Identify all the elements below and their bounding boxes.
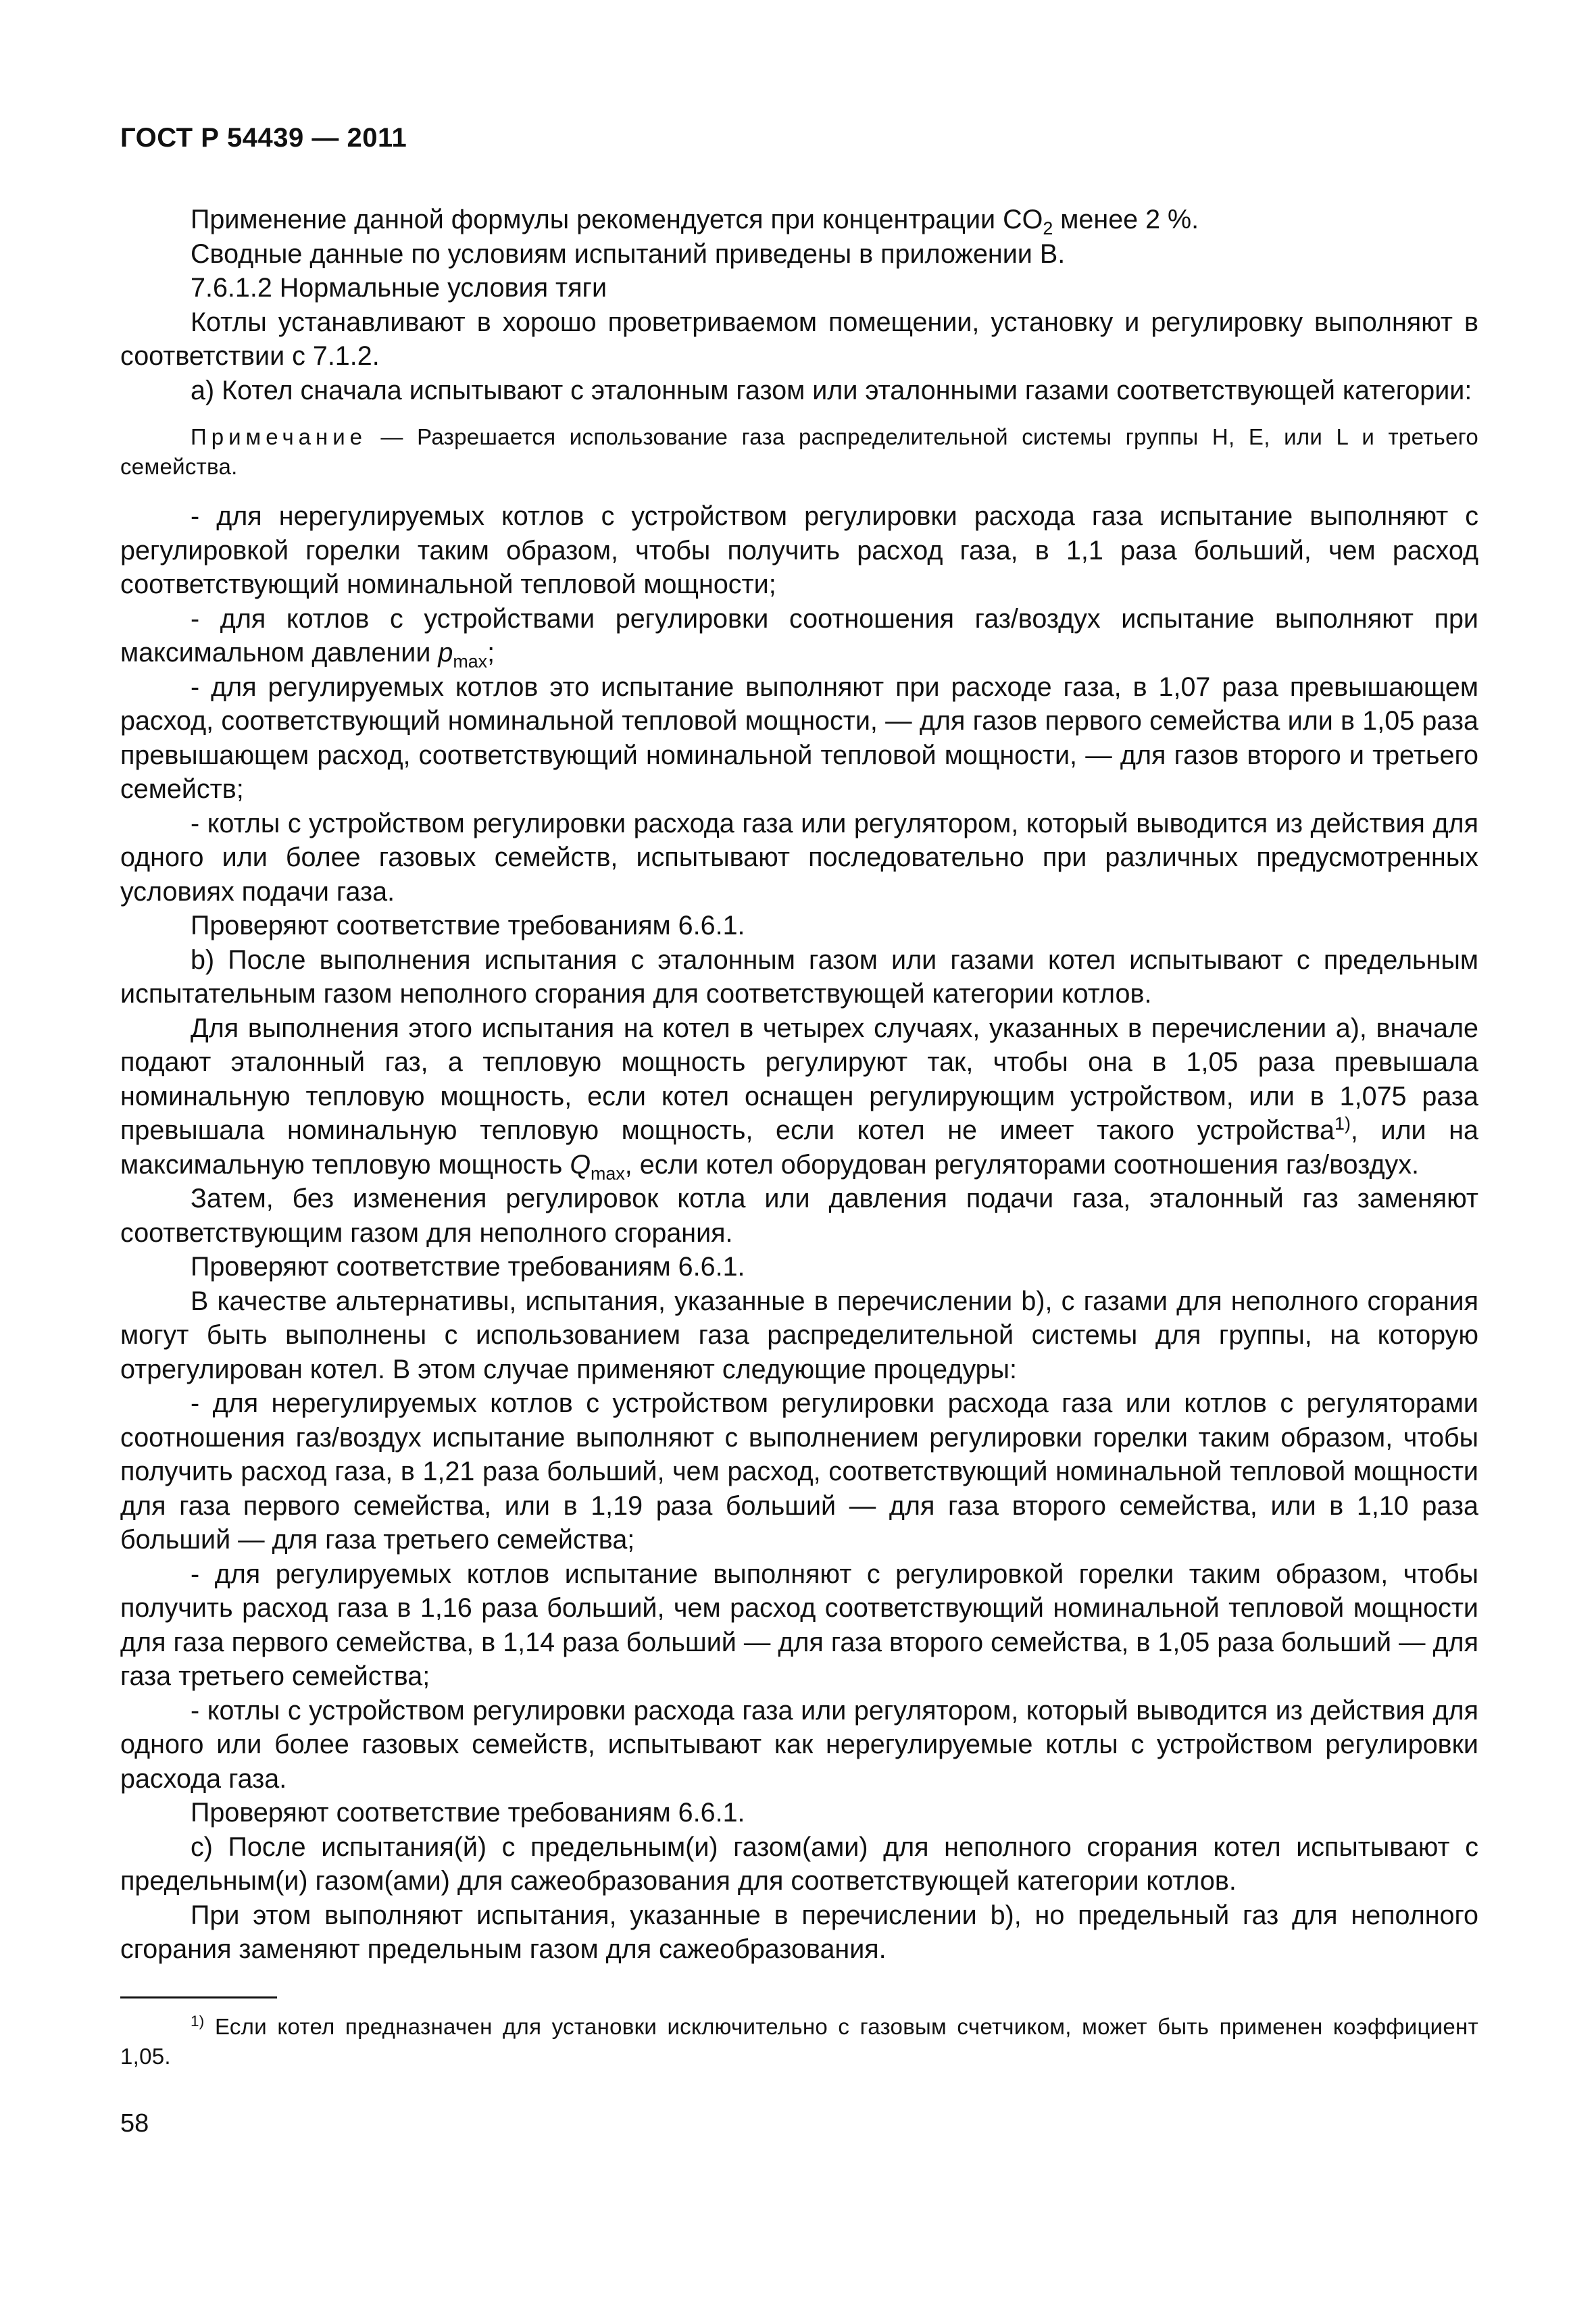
paragraph: Проверяют соответствие требованиям 6.6.1.: [191, 1252, 745, 1282]
paragraph: В качестве альтернативы, испытания, указанные в перечислении b), с газами для неполного сгорания могут быть выполнены с использованием газа распределительной системы для группы, на которую отрегулирован котел. В этом случае применяют следующие процедуры:: [120, 1286, 1478, 1384]
paragraph: При этом выполняют испытания, указанные в перечислении b), но предельный газ для неполного сгорания заменяют предельным газом для сажеобразования.: [120, 1900, 1478, 1964]
paragraph: Проверяют соответствие требованиям 6.6.1.: [191, 1798, 745, 1828]
footnote-text: Если котел предназначен для установки исключительно с газовым счетчиком, может быть применен коэффициент 1,05.: [120, 2014, 1478, 2069]
section-heading: 7.6.1.2 Нормальные условия тяги: [191, 273, 607, 303]
list-item-b: b) После выполнения испытания с эталонным газом или газами котел испытывают с предельным испытательным газом неполного сгорания для соответствующей категории котлов.: [120, 945, 1478, 1009]
footnote: [120, 2012, 1478, 2071]
list-item-c: c) После испытания(й) с предельным(и) газом(ами) для неполного сгорания котел испытывают с предельным(и) газом(ами) для сажеобразования для соответствующей категории котлов.: [120, 1832, 1478, 1896]
footnote-separator: [120, 1996, 277, 1998]
paragraph: Проверяют соответствие требованиям 6.6.1.: [191, 911, 745, 940]
dash-item: - котлы с устройством регулировки расхода газа или регулятором, который выводится из действия для одного или более газовых семейств, испытывают как нерегулируемые котлы с устройством регулировки расхода газа.: [120, 1695, 1478, 1794]
dash-item: - для нерегулируемых котлов с устройством регулировки расхода газа испытание выполняют с регулировкой горелки таким образом, чтобы получить расход газа, в 1,1 раза больший, чем расход соответствующий номинальной тепловой мощности;: [120, 501, 1478, 599]
page-number: 58: [120, 2109, 149, 2138]
paragraph: Применение данной формулы рекомендуется при концентрации $CO_2$ менее 2 %.: [191, 205, 1199, 238]
paragraph: Котлы устанавливают в хорошо проветриваемом помещении, установку и регулировку выполняют в соответствии с 7.1.2.: [120, 307, 1478, 371]
note: [120, 422, 1478, 482]
dash-item: - для котлов с устройствами регулировки соотношения газ/воздух испытание выполняют при максимальном давлении $p_{max}$;: [120, 603, 1478, 672]
paragraph: Затем, без изменения регулировок котла или давления подачи газа, эталонный газ заменяют соответствующим газом для неполного сгорания.: [120, 1184, 1478, 1248]
footnote-reference: 1): [1335, 1113, 1351, 1134]
footnote-marker: 1): [191, 2013, 205, 2030]
dash-item: - для нерегулируемых котлов с устройством регулировки расхода газа или котлов с регуляторами соотношения газ/воздух испытание выполняют с выполнением регулировки горелки таким образом, чтобы получить расход газа, в 1,21 раза больший, чем расход, соответствующий номинальной тепловой мощности для газа первого семейства, или в 1,19 раза больший — для газа второго семейства, или в 1,10 раза больший — для газа третьего семейства;: [120, 1388, 1478, 1555]
dash-item: - котлы с устройством регулировки расхода газа или регулятором, который выводится из действия для одного или более газовых семейств, испытывают последовательно при различных предусмотренных условиях подачи газа.: [120, 808, 1478, 907]
dash-item: - для регулируемых котлов это испытание выполняют при расходе газа, в 1,07 раза превышающем расход, соответствующий номинальной тепловой мощности, — для газов первого семейства или в 1,05 раза превышающем расход, соответствующий номинальной тепловой мощности, — для газов второго и третьего семейств;: [120, 672, 1478, 804]
note-text: — Разрешается использование газа распределительной системы группы H, E, или L и третьего семейства.: [120, 424, 1478, 479]
dash-item: - для регулируемых котлов испытание выполняют с регулировкой горелки таким образом, чтобы получить расход газа в 1,16 раза больший, чем расход соответствующий номинальной тепловой мощности для газа первого семейства, в 1,14 раза больший — для газа второго семейства, в 1,05 раза больший — для газа третьего семейства;: [120, 1559, 1478, 1691]
paragraph: Для выполнения этого испытания на котел в четырех случаях, указанных в перечислении а), вначале подают эталонный газ, а тепловую мощность регулируют так, чтобы она в 1,05 раза превышала номинальную тепловую мощность, если котел оснащен регулирующим устройством, или в 1,075 раза превышала номинальную тепловую мощность, если котел не имеет такого устройства$^{1)}$, или на максимальную тепловую мощность $Q_{max}$, если котел оборудован регуляторами соотношения газ/воздух.: [120, 1013, 1478, 1184]
main-text: [120, 203, 1478, 1967]
paragraph: Сводные данные по условиям испытаний приведены в приложении В.: [191, 238, 1066, 269]
document-header: ГОСТ Р 54439 — 2011: [120, 123, 407, 153]
list-item-a: a) Котел сначала испытывают с эталонным газом или эталонными газами соответствующей категории:: [191, 375, 1472, 405]
note-label: Примечание: [191, 424, 368, 449]
